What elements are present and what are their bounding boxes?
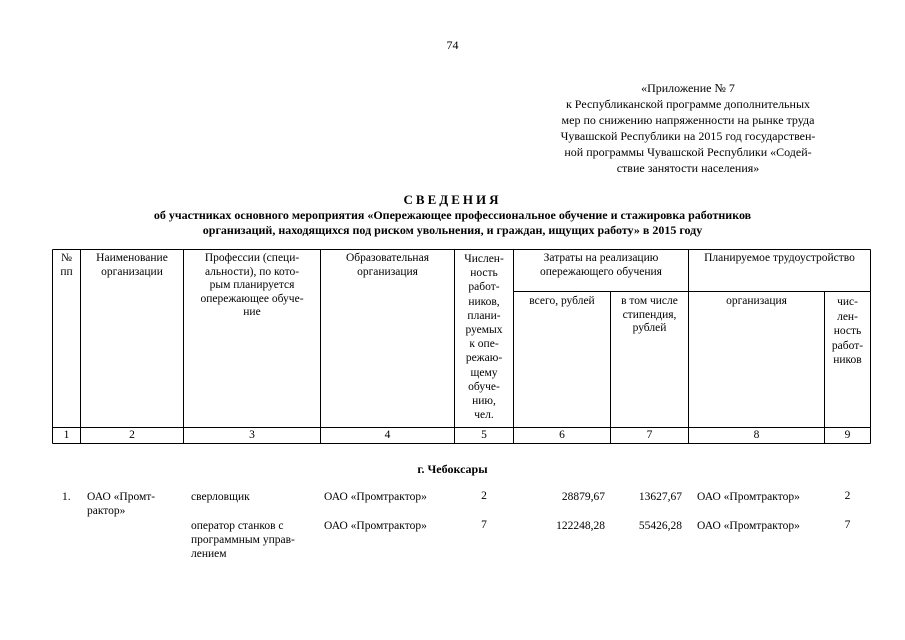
header-costs: Затраты на реализацию опережающего обучения xyxy=(540,252,662,278)
subtitle-line: об участниках основного мероприятия «Опережающее профессиональное обучение и стажировка работников xyxy=(153,208,752,222)
row-education-org: ОАО «Промтрактор» xyxy=(324,520,427,532)
header-num: № пп xyxy=(60,252,73,278)
column-number: 2 xyxy=(129,429,135,441)
row-number: 1. xyxy=(62,491,71,503)
appendix-line: ствие занятости населения» xyxy=(616,161,760,175)
row-costs-stipend: 55426,28 xyxy=(638,520,682,532)
header-costs-stipend: в том числе стипендия, рублей xyxy=(621,295,678,334)
subtitle-line: организаций, находящихся под риском увольнения, и граждан, ищущих работу» в 2015 году xyxy=(202,223,703,237)
row-trainee-count: 7 xyxy=(481,519,487,531)
appendix-line: ной программы Чувашской Республики «Содей- xyxy=(564,145,812,159)
header-planned-employment: Планируемое трудоустройство xyxy=(704,252,855,264)
column-number: 1 xyxy=(63,429,70,441)
row-costs-stipend: 13627,67 xyxy=(638,491,682,503)
column-number: 8 xyxy=(753,429,760,441)
page-number: 74 xyxy=(446,38,459,52)
row-education-org: ОАО «Промтрактор» xyxy=(324,491,427,503)
header-trainee-count: Числен- ность работ- ников, плани- руемых к опе- режаю- щему обуче- нию, чел. xyxy=(464,253,504,422)
column-number: 3 xyxy=(249,429,255,441)
row-employment-count: 7 xyxy=(844,519,851,531)
row-organization: ОАО «Промт- рактор» xyxy=(87,491,156,517)
appendix-note xyxy=(528,80,848,176)
row-costs-total: 28879,67 xyxy=(561,491,605,503)
appendix-line: «Приложение № 7 xyxy=(641,81,735,95)
row-employment-org: ОАО «Промтрактор» xyxy=(697,491,800,503)
column-number: 7 xyxy=(646,429,653,441)
appendix-line: Чувашской Республики на 2015 год государствен- xyxy=(560,129,816,143)
header-organization: Наименование организации xyxy=(96,252,168,278)
appendix-line: мер по снижению напряженности на рынке труда xyxy=(561,113,815,127)
row-profession: сверловщик xyxy=(191,491,250,503)
row-employment-count: 2 xyxy=(844,490,851,502)
header-professions: Профессии (специ- альности), по кото- рым планируется опережающее обуче- ние xyxy=(200,252,304,318)
header-employment-org: организация xyxy=(726,295,787,307)
column-number: 9 xyxy=(844,429,851,441)
column-number: 5 xyxy=(481,429,487,441)
header-costs-total: всего, рублей xyxy=(529,295,595,307)
header-education-org: Образовательная организация xyxy=(346,252,429,278)
document-subtitle xyxy=(80,208,825,238)
row-trainee-count: 2 xyxy=(481,490,487,502)
row-costs-total: 122248,28 xyxy=(556,520,605,532)
row-profession: оператор станков с программным управ- лением xyxy=(191,520,295,560)
section-city: г. Чебоксары xyxy=(417,462,488,476)
row-employment-org: ОАО «Промтрактор» xyxy=(697,520,800,532)
document-title: СВЕДЕНИЯ xyxy=(403,192,502,207)
column-number: 4 xyxy=(384,429,391,441)
column-number: 6 xyxy=(559,429,565,441)
appendix-line: к Республиканской программе дополнительных xyxy=(565,97,811,111)
header-employment-count: чис- лен- ность работ- ников xyxy=(831,296,864,366)
